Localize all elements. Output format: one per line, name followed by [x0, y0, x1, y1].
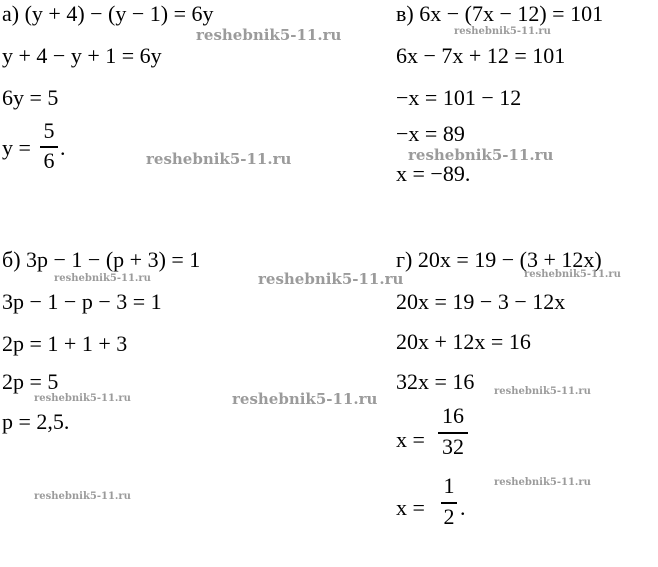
watermark: reshebnik5-11.ru — [494, 477, 591, 488]
problem-b-step-4: p = 2,5. — [2, 409, 70, 434]
problem-v-step-3: −x = 89 — [396, 121, 465, 146]
fraction-denominator: 6 — [43, 148, 55, 173]
problem-v-header: в) 6x − (7x − 12) = 101 — [396, 1, 604, 26]
problem-b-step-3: 2p = 5 — [2, 369, 59, 394]
problem-g-step-5-period: . — [460, 495, 466, 520]
watermark: reshebnik5-11.ru — [34, 393, 131, 404]
problem-g-step-1: 20x = 19 − 3 − 12x — [396, 289, 566, 314]
problem-g-step-5-lhs: x = — [396, 495, 425, 520]
fraction-numerator: 1 — [443, 473, 455, 498]
watermark: reshebnik5-11.ru — [34, 491, 131, 502]
problem-a-step-3-lhs: y = — [2, 135, 31, 160]
problem-a-step-3-period: . — [60, 135, 66, 160]
problem-v-step-2: −x = 101 − 12 — [396, 85, 522, 110]
watermark: reshebnik5-11.ru — [54, 273, 151, 284]
watermark: reshebnik5-11.ru — [524, 269, 621, 280]
problem-g-step-2: 20x + 12x = 16 — [396, 329, 531, 354]
fraction-numerator: 16 — [442, 403, 464, 428]
watermark: reshebnik5-11.ru — [408, 146, 554, 164]
watermark: reshebnik5-11.ru — [258, 270, 404, 288]
fraction-denominator: 32 — [442, 434, 464, 459]
watermark: reshebnik5-11.ru — [454, 26, 551, 37]
watermark: reshebnik5-11.ru — [196, 26, 342, 44]
watermark: reshebnik5-11.ru — [494, 386, 591, 397]
problem-v-step-4: x = −89. — [396, 161, 471, 186]
problem-a-step-1: y + 4 − y + 1 = 6y — [2, 43, 162, 68]
problem-b-header: б) 3p − 1 − (p + 3) = 1 — [2, 247, 201, 272]
problem-g-step-3: 32x = 16 — [396, 369, 475, 394]
watermark: reshebnik5-11.ru — [146, 150, 292, 168]
fraction-numerator: 5 — [43, 118, 55, 143]
problem-a-header: а) (y + 4) − (y − 1) = 6y — [2, 1, 214, 26]
problem-g-header: г) 20x = 19 − (3 + 12x) — [396, 247, 602, 272]
problem-g-step-4-lhs: x = — [396, 427, 425, 452]
problem-a-step-2: 6y = 5 — [2, 85, 59, 110]
problem-b-step-1: 3p − 1 − p − 3 = 1 — [2, 289, 162, 314]
watermark: reshebnik5-11.ru — [232, 390, 378, 408]
fraction-denominator: 2 — [443, 504, 455, 529]
problem-v-step-1: 6x − 7x + 12 = 101 — [396, 43, 566, 68]
problem-b-step-2: 2p = 1 + 1 + 3 — [2, 331, 128, 356]
